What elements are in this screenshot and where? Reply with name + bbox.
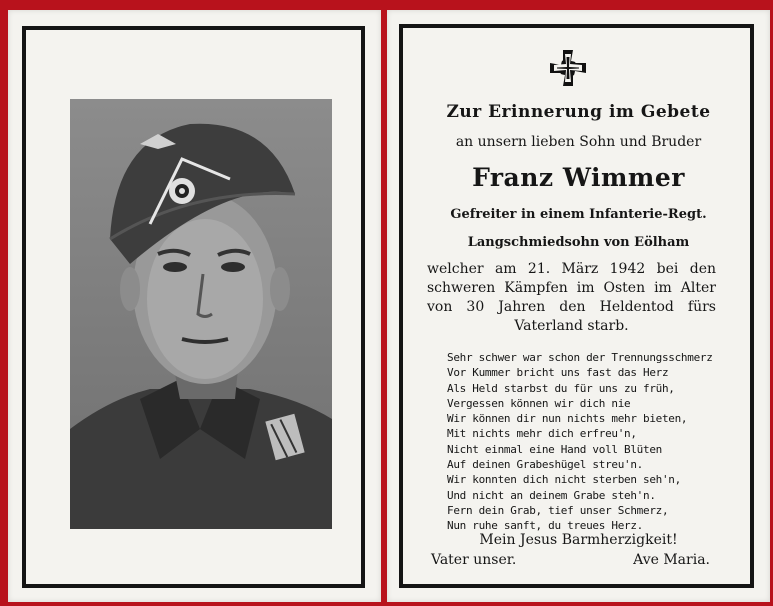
poem-line: Mit nichts mehr dich erfreu'n, [447,427,637,441]
poem-line: Nun ruhe sanft, du treues Herz. [447,519,643,533]
deceased-name: Franz Wimmer [472,163,685,192]
closing-prayer: Mein Jesus Barmherzigkeit! [479,532,678,548]
poem-line: Fern dein Grab, tief unser Schmerz, [447,503,669,517]
prayer-vater-unser: Vater unser. [431,552,517,568]
iron-cross-icon [550,50,586,86]
memorial-title: Zur Erinnerung im Gebete [446,102,711,122]
prayer-row [431,552,710,568]
memorial-card-right [387,10,770,602]
poem-line: Auf deinen Grabeshügel streu'n. [447,458,643,472]
poem-line: Nicht einmal eine Hand voll Blüten [447,442,662,456]
memorial-text [387,10,770,602]
prayer-ave-maria: Ave Maria. [633,552,710,568]
memorial-card-left [8,10,381,602]
death-notice: welcher am 21. März 1942 bei den schweren Kämpfen im Osten im Alter von 30 Jahren den Heldentod fürs Vaterland starb. [427,261,716,334]
poem-line: Wir konnten dich nicht sterben seh'n, [447,473,681,487]
poem-line: Wir können dir nun nichts mehr bieten, [447,412,688,426]
poem-line: Als Held starbst du für uns zu früh, [447,381,675,395]
memorial-poem [447,350,747,534]
poem-line: Vergessen können wir dich nie [447,396,631,410]
poem-line: Vor Kummer bricht uns fast das Herz [447,366,669,380]
military-rank: Gefreiter in einem Infanterie-Regt. [450,207,707,222]
poem-line: Sehr schwer war schon der Trennungsschmerz [447,351,713,364]
soldier-portrait-photo [70,99,332,529]
dedication-line: an unsern lieben Sohn und Bruder [455,134,702,150]
origin-line: Langschmiedsohn von Eölham [467,235,690,250]
poem-line: Und nicht an deinem Grabe steh'n. [447,488,656,502]
